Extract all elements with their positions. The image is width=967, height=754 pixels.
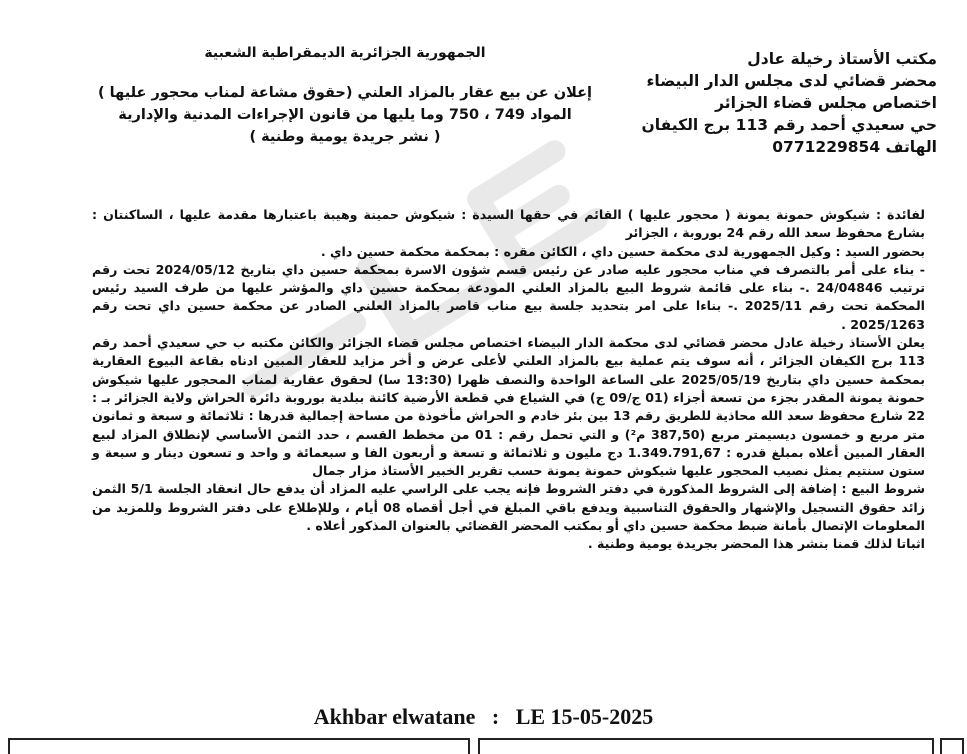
newspaper-footer (0, 704, 967, 730)
office-phone: الهاتف 0771229854 (772, 138, 937, 156)
bottom-frame (0, 738, 967, 750)
bottom-frame-edge (940, 738, 964, 754)
notice-articles: المواد 749 ، 750 وما يليها من قانون الإجراءات المدنية والإدارية (118, 107, 572, 123)
office-name: مكتب الأستاذ رخيلة عادل (747, 50, 937, 68)
publication-date: LE 15-05-2025 (515, 704, 654, 729)
sale-announcement-paragraph: يعلن الأستاذ رخيلة عادل محضر قضائي لدى محكمة الدار البيضاء اختصاص مجلس قضاء الجزائر والكائن مكتبه ب حي سعيدي أحمد رقم 113 برج الكيفان الجزائر ، أنه سوف يتم عملية بيع بالمزاد العلني لأعلى عرض و أخر مزايد للعقار المبين ادناه بقاعة البيوع العقارية بمحكمة حسين داي بتاريخ 2025/05/19 على الساعة الواحدة والنصف ظهرا (13:30 سا) لحقوق عقارية لمناب المحجور عليها شيكوش حمونة يمونة المقدر بجزء من تسعة أجزاء (01 ج/09 ج) في الشياع في قطعة الأرضية كائنة ببلدية بوروبة دائرة الحراش ولاية الجزائر بـ : 22 شارع محفوظ سعد الله محاذية للطريق رقم 13 بين بئر خادم و الحراش مأخوذة من مساحة إجمالية قدرها : ثلاثمائة و سبعة و ثمانون متر مربع و خمسون ديسيمتر مربع (387,50 م²) و التي تحمل رقم : 01 من مخطط القسم ، حدد الثمن الأساسي لإنطلاق المزاد لبيع العقار المبين أعلاه بمبلغ قدره : 1.349.791,67 دج مليون و ثلاثمائة و تسعة و أربعون الفا و سبعمائة و واحد و تسعون دينار و سبعة و ستون سنتيم يمثل نصيب المحجور عليها شيكوش حمونة يمونة حسب تقرير الخبير الأستاذ مزار جمال (92, 335, 926, 479)
notice-header (80, 42, 610, 148)
office-jurisdiction: اختصاص مجلس قضاء الجزائر (715, 94, 937, 112)
notice-body (92, 206, 925, 554)
notice-publication: ( نشر جريدة يومية وطنية ) (249, 129, 441, 145)
closing-paragraph: اثباتا لذلك قمنا بنشر هذا المحضر بجريدة يومية وطنية . (587, 536, 925, 552)
sale-conditions-paragraph: شروط البيع : إضافة إلى الشروط المذكورة في دفتر الشروط فإنه يجب على الراسي عليه المزاد أن يدفع حال انعقاد الجلسة 5/1 الثمن زائد حقوق التسجيل والإشهار والحقوق التناسبية ويدفع باقي المبلغ في أجل أقصاه 08 أيام ، وللإطلاع على دفتر الشروط وللمزيد من المعلومات الإتصال بأمانة ضبط محكمة حسين داي أو بمكتب المحضر القضائي بالعنوان المذكور أعلاه . (92, 481, 925, 534)
bailiff-office-header (607, 48, 937, 158)
bottom-frame-right (478, 738, 934, 754)
notice-title: إعلان عن بيع عقار بالمزاد العلني (حقوق مشاعة لمناب محجور عليها ) (98, 85, 592, 101)
bottom-frame-left (8, 738, 470, 754)
office-address: حي سعيدي أحمد رقم 113 برج الكيفان (641, 116, 937, 134)
prosecutor-paragraph: بحضور السيد : وكيل الجمهورية لدى محكمة حسين داي ، الكائن مقره : بمحكمة محكمة حسين داي . (320, 243, 925, 259)
footer-separator: : (491, 704, 500, 729)
legal-basis-paragraph: - بناء على أمر بالتصرف في مناب محجور عليه صادر عن رئيس قسم شؤون الاسرة بمحكمة حسين داي بتاريخ 2024/05/12 تحت رقم ترتيب 24/04846 .- بناء على قائمة شروط البيع بالمزاد العلني المودعة بمحكمة حسين داي والمؤشر عليها من طرف السيد رئيس المحكمة تحت رقم 2025/11 .- بناءا على امر بتحديد جلسة بيع مناب قاصر بالمزاد العلني الصادر عن محكمة حسين داي تحت رقم 2025/1263 . (92, 261, 926, 332)
republic-title: الجمهورية الجزائرية الديمقراطية الشعبية (204, 45, 486, 61)
beneficiary-paragraph: لفائدة : شيكوش حمونة يمونة ( محجور عليها ) القائم في حقها السيدة : شيكوش حمينة وهيبة باعتبارها مقدمة عليها ، الساكنتان : بشارع محفوظ سعد الله رقم 24 بوروبة ، الجزائر (92, 207, 925, 241)
newspaper-name: Akhbar elwatane (313, 704, 476, 729)
office-role: محضر قضائي لدى مجلس الدار البيضاء (646, 72, 937, 90)
